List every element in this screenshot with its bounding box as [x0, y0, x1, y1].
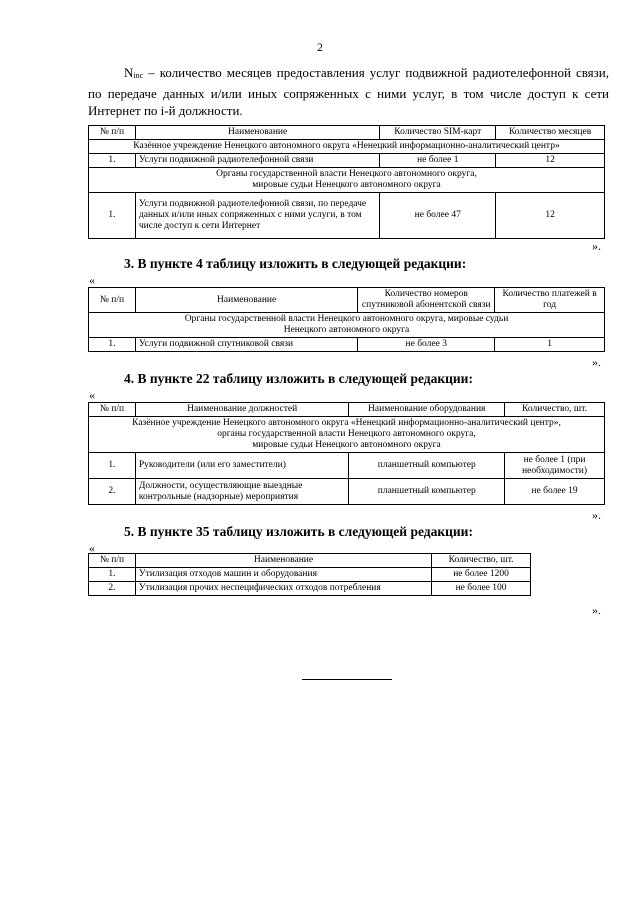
open-quote: « — [89, 388, 95, 402]
section-line: Ненецкого автономного округа — [283, 325, 410, 335]
cell: планшетный компьютер — [349, 453, 505, 479]
open-quote: « — [89, 541, 95, 555]
header-cell: № п/п — [89, 288, 136, 313]
cell: Утилизация прочих неспецифических отходов потребления — [135, 582, 431, 596]
intro-text: – количество месяцев предоставления услуг подвижной радиотелефонной связи, по передаче данных и/или иных сопряженных с ними услуг, в том числе доступ к сети Интернет по i-й должности. — [88, 65, 609, 118]
header-cell: Количество месяцев — [496, 126, 605, 140]
section-line: мировые судьи Ненецкого автономного округа — [252, 440, 441, 450]
page-number: 2 — [317, 40, 323, 54]
heading-item-3: 3. В пункте 4 таблицу изложить в следующей редакции: — [124, 256, 467, 271]
cell: Руководители (или его заместители) — [135, 453, 349, 479]
cell: 12 — [496, 193, 605, 239]
header-cell: Количество, шт. — [432, 554, 531, 568]
symbol-subscript: inc — [133, 71, 144, 80]
cell: 1. — [89, 568, 136, 582]
cell: не более 100 — [432, 582, 531, 596]
close-quote: ». — [592, 355, 601, 369]
close-quote: ». — [592, 239, 601, 253]
cell: Услуги подвижной радиотелефонной связи — [135, 154, 379, 168]
header-cell: Количество платежей в год — [495, 288, 605, 313]
table-header-row — [89, 554, 531, 568]
header-cell: Наименование — [135, 554, 431, 568]
table-waste — [88, 553, 531, 596]
cell: планшетный компьютер — [349, 479, 505, 505]
header-cell: Количество, шт. — [505, 403, 605, 417]
section-line: Органы государственной власти Ненецкого автономного округа, — [216, 169, 477, 179]
section-row — [89, 168, 605, 193]
cell: 1. — [89, 338, 136, 352]
cell: 2. — [89, 582, 136, 596]
header-cell: № п/п — [89, 126, 136, 140]
table-header-row — [89, 288, 605, 313]
table-header-row — [89, 126, 605, 140]
header-cell: № п/п — [89, 403, 136, 417]
header-cell: Количество номеров спутниковой абонентской связи — [358, 288, 495, 313]
cell: 2. — [89, 479, 136, 505]
end-divider — [302, 679, 392, 680]
cell: 1. — [89, 154, 136, 168]
open-quote: « — [89, 273, 95, 287]
table-row — [89, 453, 605, 479]
cell: не более 1 — [380, 154, 496, 168]
intro-paragraph — [88, 64, 609, 120]
cell: Должности, осуществляющие выездные контрольные (надзорные) мероприятия — [135, 479, 349, 505]
table-header-row — [89, 403, 605, 417]
table-sim-cards — [88, 125, 605, 239]
cell: не более 3 — [358, 338, 495, 352]
cell: 1. — [89, 453, 136, 479]
section-cell: Казённое учреждение Ненецкого автономного округа «Ненецкий информационно-аналитический центр» — [89, 140, 605, 154]
section-line: Казённое учреждение Ненецкого автономного округа «Ненецкий информационно-аналитический центр», — [132, 418, 561, 428]
section-row — [89, 140, 605, 154]
table-row — [89, 193, 605, 239]
header-cell: Наименование — [135, 126, 379, 140]
section-cell — [89, 168, 605, 193]
close-quote: ». — [592, 603, 601, 617]
cell: 12 — [496, 154, 605, 168]
cell: Услуги подвижной радиотелефонной связи, по передаче данных и/или иных сопряженных с ними услуги, в том числе доступ к сети Интернет — [135, 193, 379, 239]
table-row — [89, 568, 531, 582]
header-cell: Наименование оборудования — [349, 403, 505, 417]
heading-item-4: 4. В пункте 22 таблицу изложить в следующей редакции: — [124, 371, 473, 386]
section-cell — [89, 417, 605, 453]
table-satellite — [88, 287, 605, 352]
table-row — [89, 479, 605, 505]
cell: не более 1 (при необходимости) — [505, 453, 605, 479]
cell: Утилизация отходов машин и оборудования — [135, 568, 431, 582]
symbol: N — [124, 65, 134, 80]
header-cell: № п/п — [89, 554, 136, 568]
cell: 1 — [495, 338, 605, 352]
section-line: Органы государственной власти Ненецкого автономного округа, мировые судьи — [184, 314, 509, 324]
section-row — [89, 417, 605, 453]
cell: не более 1200 — [432, 568, 531, 582]
table-row — [89, 154, 605, 168]
heading-item-5: 5. В пункте 35 таблицу изложить в следующей редакции: — [124, 524, 473, 539]
cell: Услуги подвижной спутниковой связи — [135, 338, 358, 352]
header-cell: Наименование — [135, 288, 358, 313]
table-row — [89, 338, 605, 352]
cell: 1. — [89, 193, 136, 239]
section-line: мировые судьи Ненецкого автономного округа — [252, 180, 441, 190]
header-cell: Наименование должностей — [135, 403, 349, 417]
close-quote: ». — [592, 508, 601, 522]
section-cell — [89, 313, 605, 338]
section-line: органы государственной власти Ненецкого автономного округа, — [217, 429, 476, 439]
cell: не более 19 — [505, 479, 605, 505]
table-tablets — [88, 402, 605, 505]
section-row — [89, 313, 605, 338]
header-cell: Количество SIM-карт — [380, 126, 496, 140]
table-row — [89, 582, 531, 596]
cell: не более 47 — [380, 193, 496, 239]
